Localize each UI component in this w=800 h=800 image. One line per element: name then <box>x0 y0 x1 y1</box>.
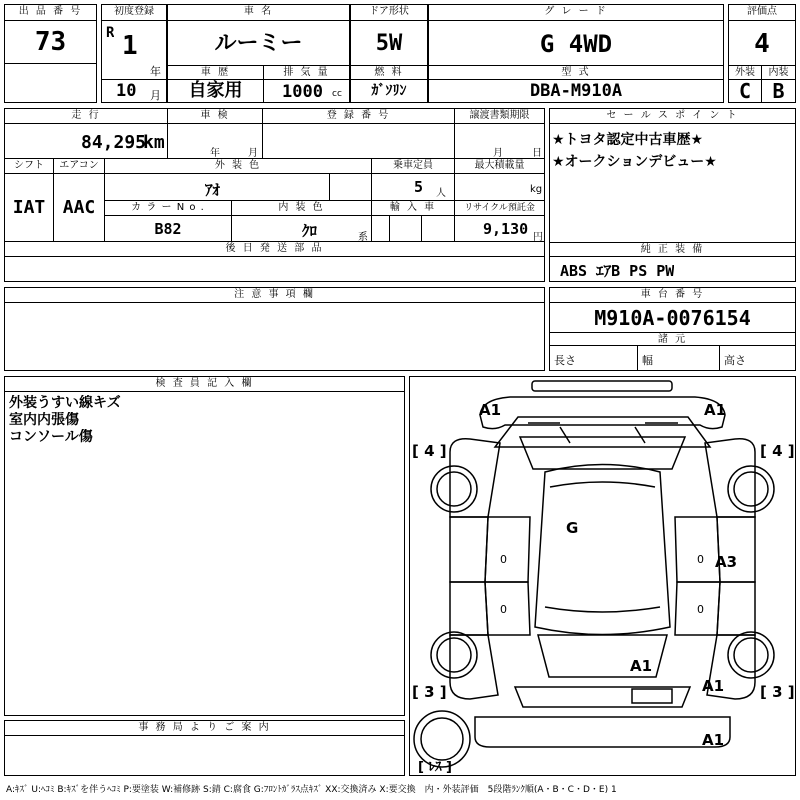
insp-year-unit: 年 <box>210 148 220 159</box>
mileage-cell <box>5 124 168 159</box>
inspector-label: 検 査 員 記 入 欄 <box>5 377 404 392</box>
mark-door-fl: 0 <box>500 553 507 566</box>
lot-divider <box>5 63 96 64</box>
first-registration-label: 初度登録 <box>102 5 166 21</box>
import-cell-2 <box>390 216 422 242</box>
interior-value: B <box>772 80 785 102</box>
mileage-value: 84,295 <box>81 132 147 153</box>
office-box <box>4 720 405 776</box>
mark-spare: [ ﾚｽ ] <box>418 760 452 775</box>
door-label: ドア形状 <box>351 5 427 21</box>
import-cell-3 <box>422 216 455 242</box>
mark-rear-right-door: A3 <box>715 553 738 571</box>
grade-label: グ レ ー ド <box>429 5 723 21</box>
capacity-cell <box>372 174 455 201</box>
era-value: R <box>106 25 115 41</box>
month-unit: 月 <box>150 89 161 102</box>
length-cell <box>550 346 638 370</box>
color-label: 外 装 色 <box>105 159 372 174</box>
lot-number-label: 出 品 番 号 <box>5 5 96 21</box>
mark-door-fr: 0 <box>697 553 704 566</box>
car-name-label: 車 名 <box>168 5 349 21</box>
import-label: 輸 入 車 <box>372 201 455 216</box>
car-diagram-box <box>409 376 796 776</box>
history-value: 自家用 <box>168 80 264 102</box>
transfer-month-unit: 月 <box>493 148 503 159</box>
equipment-label: 純 正 装 備 <box>550 242 795 257</box>
door-box <box>350 4 428 103</box>
equipment-value: ABS ｴｱB PS PW <box>560 262 675 280</box>
displacement-unit: cc <box>332 89 342 99</box>
inspection-label: 車 検 <box>168 109 263 124</box>
colorno-label: カ ラ ー N o . <box>105 201 232 216</box>
mark-quarter-right: A1 <box>702 677 725 695</box>
notes-box <box>4 287 545 371</box>
recycle-label: リサイクル預託金 <box>455 201 544 216</box>
displacement-label: 排 気 量 <box>264 66 349 80</box>
recycle-cell <box>455 216 544 242</box>
legend-text: A:ｷｽﾞ U:ﾍｺﾐ B:ｷｽﾞを伴うﾍｺﾐ P:要塗装 W:補修跡 S:錆 C:腐食 G:ﾌﾛﾝﾄｶﾞﾗｽ点ｷｽﾞ XX:交換済み X:要交換 内・外装評価 5段階ﾗﾝｸ順(A・B・C・D・E) 1 <box>6 785 617 795</box>
mileage-label: 走 行 <box>5 109 168 124</box>
door-value: 5W <box>375 31 403 56</box>
interior-label: 内装 <box>762 66 795 80</box>
inspector-box <box>4 376 405 716</box>
exterior-value: C <box>729 80 762 102</box>
width-label: 幅 <box>642 354 653 367</box>
year-unit: 年 <box>150 65 161 78</box>
color-value: ｱｵ <box>205 181 221 199</box>
fuel-value: ｶﾞｿﾘﾝ <box>371 83 407 99</box>
chassis-value: M910A-0076154 <box>594 306 751 330</box>
load-unit: kg <box>530 184 543 195</box>
fuel-label: 燃 料 <box>351 66 427 80</box>
shift-label: シフト <box>5 159 54 174</box>
transfer-day-unit: 日 <box>532 148 542 159</box>
model-value: DBA-M910A <box>529 81 623 101</box>
height-cell <box>720 346 795 370</box>
grade-value: G 4WD <box>539 30 613 58</box>
car-diagram <box>410 377 795 775</box>
intcolor-value: ｸﾛ <box>302 222 318 240</box>
load-cell <box>455 174 544 201</box>
mark-tire-rl: [ 3 ] <box>412 683 447 701</box>
mark-quarter-left: A1 <box>630 657 653 675</box>
regno-cell <box>263 124 455 159</box>
shift-value: IAT <box>5 174 54 242</box>
mileage-unit: km <box>143 132 165 153</box>
insp-month-unit: 月 <box>248 148 258 159</box>
grade-box <box>428 4 724 103</box>
lot-number-box <box>4 4 97 103</box>
car-name-value: ルーミー <box>214 31 303 56</box>
score-value: 4 <box>754 29 770 59</box>
displacement-value: 1000 <box>282 82 323 102</box>
transfer-label: 譲渡書類期限 <box>455 109 544 124</box>
inspector-line-1: 外装うすい線キズ <box>9 395 121 411</box>
intcolor-label: 内 装 色 <box>232 201 372 216</box>
recycle-value: 9,130 <box>483 220 529 238</box>
chassis-label: 車 台 番 号 <box>550 288 795 303</box>
capacity-value: 5 <box>414 178 424 196</box>
sales-points-box <box>549 108 796 282</box>
reg-year-value: 1 <box>122 31 138 61</box>
capacity-label: 乗車定員 <box>372 159 455 174</box>
load-label: 最大積載量 <box>455 159 544 174</box>
length-label: 長さ <box>554 354 576 367</box>
import-cell-1 <box>372 216 390 242</box>
inspector-line-2: 室内内張傷 <box>9 412 79 428</box>
height-label: 高さ <box>724 354 746 367</box>
reg-month-value: 10 <box>116 81 137 101</box>
mark-door-rl: 0 <box>500 603 507 616</box>
score-label: 評価点 <box>729 5 795 21</box>
score-box <box>728 4 796 103</box>
later-parts-label: 後 日 発 送 部 品 <box>5 242 544 257</box>
intcolor-unit: 系 <box>358 232 368 242</box>
specs-label: 諸 元 <box>550 332 795 346</box>
mark-rear-bumper: A1 <box>702 731 725 749</box>
sales-point-2: ★オークションデビュー★ <box>552 154 717 170</box>
colorno-value: B82 <box>105 216 232 242</box>
mark-front-right: A1 <box>704 401 727 419</box>
width-cell <box>638 346 720 370</box>
ac-value: AAC <box>54 174 105 242</box>
chassis-box <box>549 287 796 371</box>
specs-box <box>4 108 545 282</box>
model-label: 型 式 <box>429 66 723 80</box>
regno-label: 登 録 番 号 <box>263 109 455 124</box>
mark-door-rr: 0 <box>697 603 704 616</box>
history-label: 車 歴 <box>168 66 264 80</box>
color-extra-cell <box>330 174 372 201</box>
recycle-unit: 円 <box>533 232 543 242</box>
sales-points-label: セ ー ル ス ポ イ ン ト <box>550 109 795 124</box>
mark-tire-fr: [ 4 ] <box>760 442 795 460</box>
inspector-line-3: コンソール傷 <box>9 429 93 445</box>
mark-front-left: A1 <box>479 401 502 419</box>
office-label: 事 務 局 よ り ご 案 内 <box>5 721 404 736</box>
sales-point-1: ★トヨタ認定中古車歴★ <box>552 132 704 148</box>
mark-tire-rr: [ 3 ] <box>760 683 795 701</box>
ac-label: エアコン <box>54 159 105 174</box>
transfer-cell <box>455 124 544 159</box>
notes-label: 注 意 事 項 欄 <box>5 288 544 303</box>
exterior-label: 外装 <box>729 66 762 80</box>
car-name-box <box>167 4 350 103</box>
capacity-unit: 人 <box>436 188 446 199</box>
mark-tire-fl: [ 4 ] <box>412 442 447 460</box>
mark-roof: G <box>566 519 579 537</box>
intcolor-cell <box>232 216 372 242</box>
lot-number-value: 73 <box>34 27 67 57</box>
reg-divider <box>102 79 166 80</box>
inspection-cell <box>168 124 263 159</box>
first-registration-box <box>101 4 167 103</box>
